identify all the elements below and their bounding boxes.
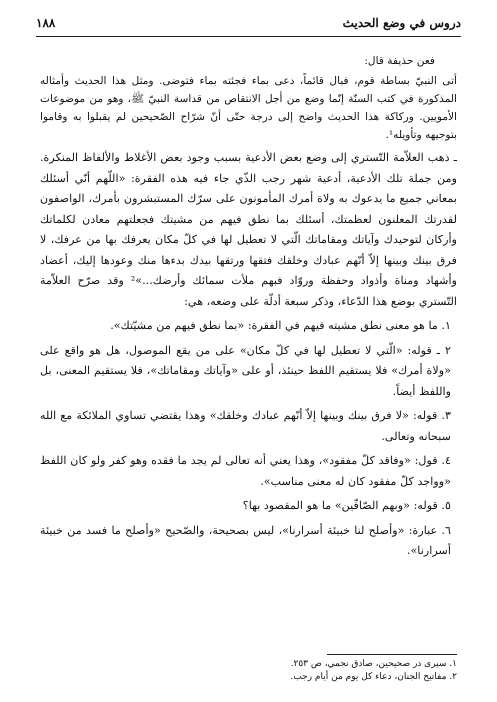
list-item: ٣. قوله: «لا فرق بينك وبينها إلاّ أنّهم عبادك وخلقك» وهذا يقتضي تساوي الملائكة مع الله سبحانه وتعالى.	[40, 409, 451, 443]
intro-line: فعن حذيفة قال:	[364, 55, 435, 67]
footnotes	[40, 658, 457, 684]
hadith-quote: أتى النبيّ بساطة قوم، فبال قائماً، دعى بماء فجئته بماء فتوضى. ومثل هذا الحديث وأمثاله المذكورة في كتب السنّة إنّما وضع من أجل الانتقاص من قداسة النبيّ ﷺ، وهو من موضوعات الأمويين. وركاكة هذا الحديث واضح إلى درجة حتّى أنّ شرّاح الصّحيحين لم يقبلوا به وقاموا بتوجيهه وتأويله¹.	[40, 75, 457, 141]
footnote: ٢. مفاتيح الجنان، دعاء كل يوم من أيام رجب.	[290, 672, 457, 682]
list-item: ٦. عبارة: «وأصلح لنا خبيئة أسرارنا»، ليس بصحيحة، والصّحيح «وأصلح ما فسد من خبيئة أسرارنا».	[40, 523, 451, 557]
header-divider	[36, 36, 461, 37]
page-header	[36, 12, 461, 34]
running-title: دروس في وضع الحديث	[342, 16, 461, 30]
main-paragraph: ـ ذهب العلاّمة التّستري إلى وضع بعض الأدعية بسبب وجود بعض الأغلاط والألفاظ المنكرة. ومن جملة تلك الأدعية، أدعية شهر رجب الذّي جاء فيه هذه الفقرة: «اللّهم أنّي أسئلك بمعاني جميع ما يدعوك به ولاة أمرك المأمونون على سرّك المستبشرون بأمرك، الواصفون لقدرتك المعلنون لعظمتك، أسئلك بما نطق فيهم من مشيتك فجعلتهم معادن لكلماتك وأركان لتوحيدك وآياتك ومقاماتك الّتي لا تعطيل لها في كلّ مكان يعرفك بها من عرفك، لا فرق بينك وبينها إلاّ أنّهم عبادك وخلقك فتقها ورتقها بيدك بدءها منك وعودها إليك، أعضاد وأشهاد ومناة وأذواد وحفظة وروّاد فبهم ملأت سمائك وأرضك...»² وقد صرّح العلاّمة التّستري بوضع هذا الدّعاء، وذكر سبعة أدلّة على وضعه، هي:	[40, 151, 457, 308]
list-item: ١. ما هو معنى نطق مشيته فيهم في الفقرة: «بما نطق فيهم من مشيّتك».	[110, 319, 451, 332]
list-item: ٤. قول: «وفاقد كلّ مفقود»، وهذا يعني أنه تعالى لم يجد ما فقده وهو كفر ولو كان اللفظ «وواجد كلّ مفقود كان له معنى مناسب».	[40, 454, 451, 488]
footnote: ١. سيرى در صحيحين، صادق نجمي، ص ٢٥٣.	[290, 659, 457, 669]
list-item: ٢ ـ قوله: «الّتي لا تعطيل لها في كلّ مكان» على من يقع الموصول، هل هو واقع على «ولاة أمرك» فلا يستقيم اللفظ حينئذ، أو على «وآياتك ومقاماتك»، فلا يستقيم المعنى، بل واللفظ أيضاً.	[40, 343, 451, 398]
footnote-divider	[327, 654, 457, 655]
list-item: ٥. قوله: «وبهم الصّافّين» ما هو المقصود بها؟	[242, 499, 451, 512]
page-number: ١٨٨	[36, 16, 56, 30]
page-body	[40, 46, 457, 562]
